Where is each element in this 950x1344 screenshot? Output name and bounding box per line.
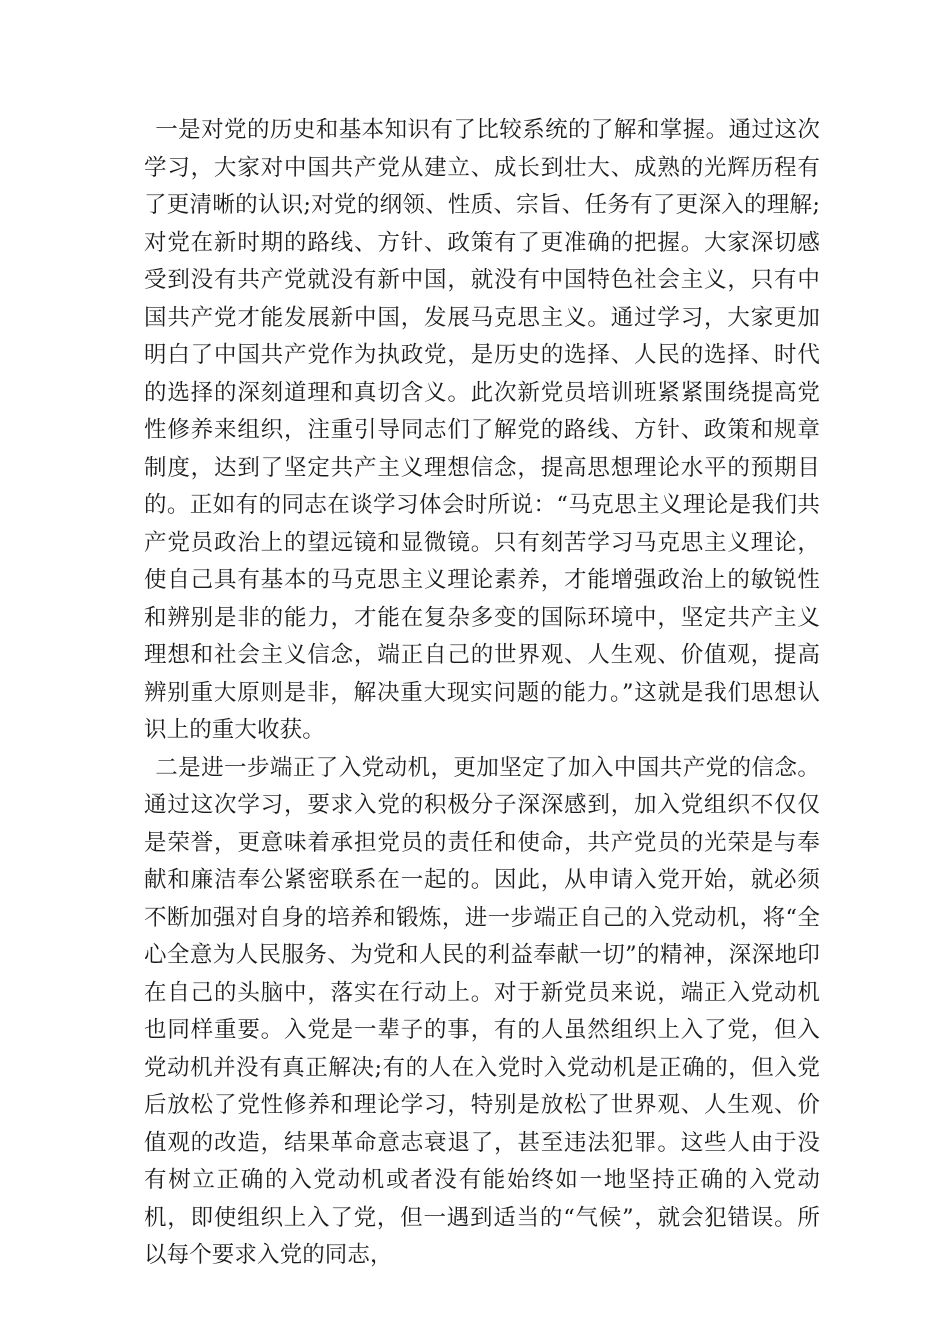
paragraph-1: 一是对党的历史和基本知识有了比较系统的了解和掌握。通过这次学习，大家对中国共产党从建立、成长到壮大、成熟的光辉历程有了更清晰的认识;对党的纲领、性质、宗旨、任务有了更深入的理解;对党在新时期的路线、方针、政策有了更准确的把握。大家深切感受到没有共产党就没有新中国，就没有中国特色社会主义，只有中国共产党才能发展新中国，发展马克思主义。通过学习，大家更加明白了中国共产党作为执政党，是历史的选择、人民的选择、时代的选择的深刻道理和真切含义。此次新党员培训班紧紧围绕提高党性修养来组织，注重引导同志们了解党的路线、方针、政策和规章制度，达到了坚定共产主义理想信念，提高思想理论水平的预期目的。正如有的同志在谈学习体会时所说：“马克思主义理论是我们共产党员政治上的望远镜和显微镜。只有刻苦学习马克思主义理论，使自己具有基本的马克思主义理论素养，才能增强政治上的敏锐性和辨别是非的能力，才能在复杂多变的国际环境中，坚定共产主义理想和社会主义信念，端正自己的世界观、人生观、价值观，提高辨别重大原则是非，解决重大现实问题的能力。”这就是我们思想认识上的重大收获。 [144, 117, 820, 743]
document-body [144, 112, 820, 1275]
paragraph-2: 二是进一步端正了入党动机，更加坚定了加入中国共产党的信念。通过这次学习，要求入党的积极分子深深感到，加入党组织不仅仅是荣誉，更意味着承担党员的责任和使命，共产党员的光荣是与奉献和廉洁奉公紧密联系在一起的。因此，从申请入党开始，就必须不断加强对自身的培养和锻炼，进一步端正自己的入党动机，将“全心全意为人民服务、为党和人民的利益奉献一切”的精神，深深地印在自己的头脑中，落实在行动上。对于新党员来说，端正入党动机也同样重要。入党是一辈子的事，有的人虽然组织上入了党，但入党动机并没有真正解决;有的人在入党时入党动机是正确的，但入党后放松了党性修养和理论学习，特别是放松了世界观、人生观、价值观的改造，结果革命意志衰退了，甚至违法犯罪。这些人由于没有树立正确的入党动机或者没有能始终如一地坚持正确的入党动机，即使组织上入了党，但一遇到适当的“气候”，就会犯错误。所以每个要求入党的同志， [144, 754, 820, 1268]
